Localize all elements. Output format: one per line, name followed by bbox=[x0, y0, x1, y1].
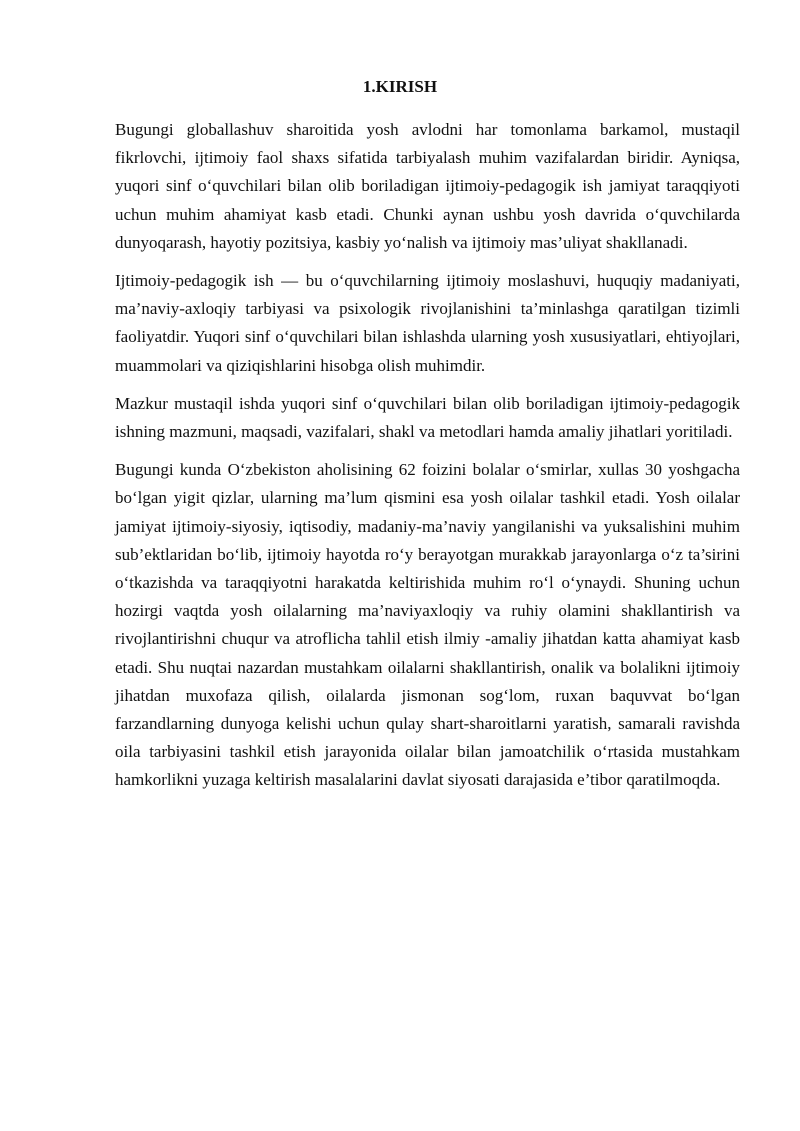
paragraph-2: Ijtimoiy-pedagogik ish — bu o‘quvchilarning ijtimoiy moslashuvi, huquqiy madaniyati, ma’naviy-axloqiy tarbiyasi va psixologik rivojlanishini ta’minlashga qaratilgan tizimli faoliyatdir. Yuqori sinf o‘quvchilari bilan ishlashda ularning yosh xususiyatlari, ehtiyojlari, muammolari va qiziqishlarini hisobga olish muhimdir. bbox=[115, 271, 740, 375]
document-body bbox=[115, 116, 740, 805]
paragraph-1: Bugungi globallashuv sharoitida yosh avlodni har tomonlama barkamol, mustaqil fikrlovchi, ijtimoiy faol shaxs sifatida tarbiyalash muhim vazifalardan biridir. Ayniqsa, yuqori sinf o‘quvchilari bilan olib boriladigan ijtimoiy-pedagogik ish jamiyat taraqqiyoti uchun muhim ahamiyat kasb etadi. Chunki aynan ushbu yosh davrida o‘quvchilarda dunyoqarash, hayotiy pozitsiya, kasbiy yo‘nalish va ijtimoiy mas’uliyat shakllanadi. bbox=[115, 120, 740, 252]
paragraph-3: Mazkur mustaqil ishda yuqori sinf o‘quvchilari bilan olib boriladigan ijtimoiy-pedagogik ishning mazmuni, maqsadi, vazifalari, shakl va metodlari hamda amaliy jihatlari yoritiladi. bbox=[115, 393, 740, 442]
section-heading: 1.KIRISH bbox=[362, 77, 438, 96]
paragraph-4: Bugungi kunda O‘zbekiston aholisining 62 foizini bolalar o‘smirlar, xullas 30 yoshgacha bo‘lgan yigit qizlar, ularning ma’lum qismini esa yosh oilalar tashkil etadi. Yosh oilalar jamiyat ijtimoiy-siyosiy, iqtisodiy, madaniy-ma’naviy yangilanishi va yuksalishini muhim sub’ektlaridan bo‘lib, ijtimoiy hayotda ro‘y berayotgan murakkab jarayonlarga o‘z ta’sirini o‘tkazishda va taraqqiyotni harakatda keltirishida muhim ro‘l o‘ynaydi. Shuning uchun hozirgi vaqtda yosh oilalarning ma’naviyaxloqiy va ruhiy olamini shakllantirish va rivojlantirishni chuqur va atroflicha tahlil etish ilmiy -amaliy jihatdan katta ahamiyat kasb etadi. Shu nuqtai nazardan mustahkam oilalarni shakllantirish, onalik va bolalikni ijtimoiy jihatdan muxofaza qilish, oilalarda jismonan sog‘lom, ruxan baquvvat bo‘lgan farzandlarning dunyoga kelishi uchun qulay shart-sharoitlarni yaratish, samarali ravishda oila tarbiyasini tashkil etish jarayonida oilalar bilan jamoatchilik o‘rtasida mustahkam hamkorlikni yuzaga keltirish masalalarini davlat siyosati darajasida e’tibor qaratilmoqda. bbox=[115, 460, 740, 790]
